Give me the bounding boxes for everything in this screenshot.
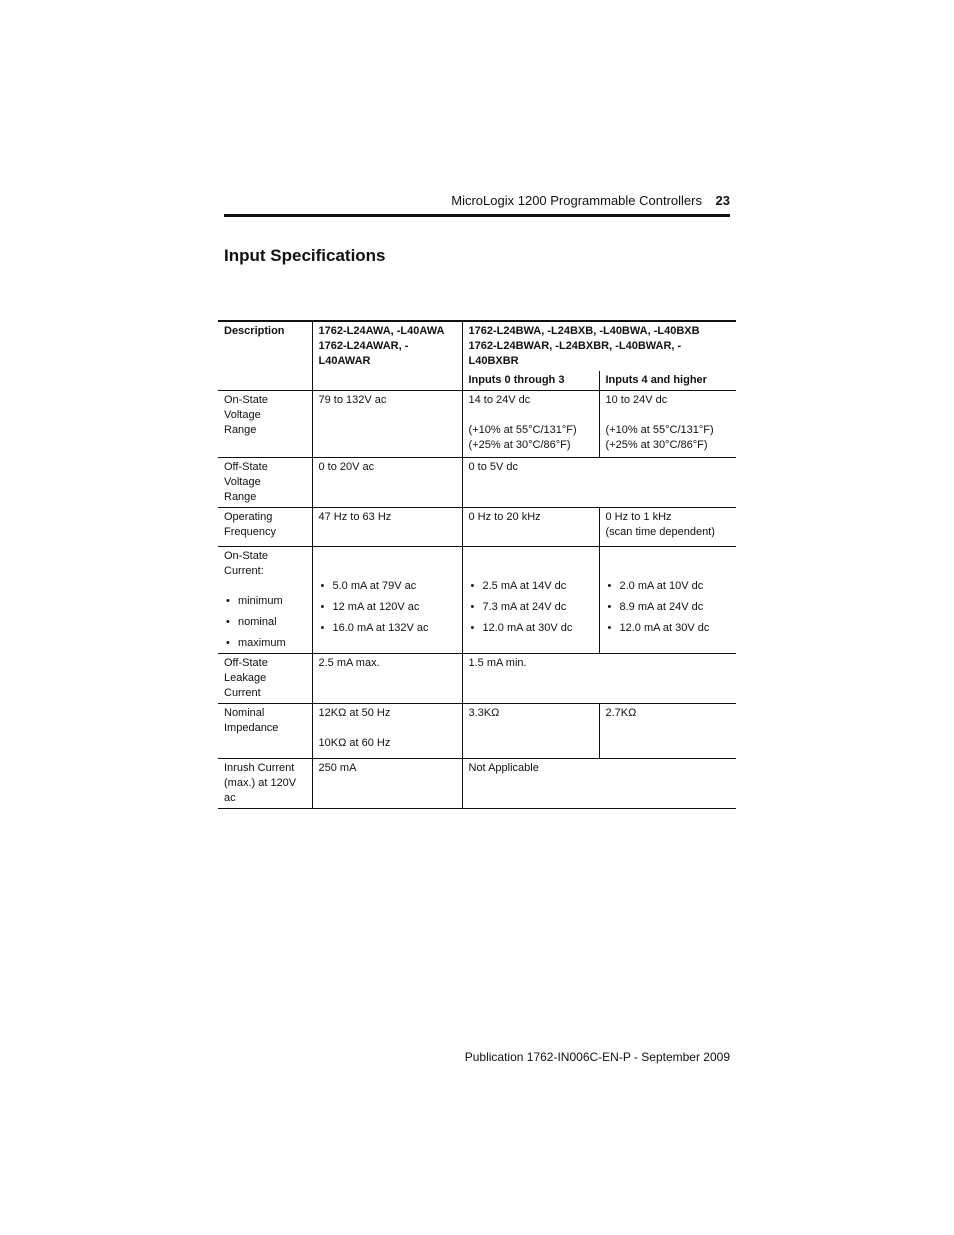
cell-on-voltage-dc-4-up: 10 to 24V dc (+10% at 55°C/131°F) (+25% at 30°C/86°F)	[599, 391, 736, 458]
table-row	[218, 654, 736, 704]
table-row	[218, 704, 736, 759]
cell-on-current-dc-0-3: • 2.5 mA at 14V dc • 7.3 mA at 24V dc • 12.0 mA at 30V dc	[462, 547, 599, 654]
header-rule	[224, 214, 730, 217]
cell-off-voltage-ac: 0 to 20V ac	[312, 458, 462, 508]
cell-frequency-ac: 47 Hz to 63 Hz	[312, 508, 462, 547]
table-header-row	[218, 321, 736, 371]
running-header: MicroLogix 1200 Programmable Controllers	[451, 193, 702, 208]
subheader-inputs-0-3: Inputs 0 through 3	[462, 371, 599, 391]
cell-leakage-ac: 2.5 mA max.	[312, 654, 462, 704]
cell-impedance-dc-4-up: 2.7KΩ	[599, 704, 736, 759]
publication-footer: Publication 1762-IN006C-EN-P - September 2009	[464, 1050, 730, 1064]
cell-inrush-dc: Not Applicable	[462, 759, 736, 809]
page-title: Input Specifications	[224, 246, 386, 265]
table-row	[218, 759, 736, 809]
table-row	[218, 391, 736, 458]
col-header-dc-models: 1762-L24BWA, -L24BXB, -L40BWA, -L40BXB 1762-L24BWAR, -L24BXBR, -L40BWAR, -L40BXBR	[462, 321, 736, 371]
cell-frequency-dc-4-up: 0 Hz to 1 kHz (scan time dependent)	[599, 508, 736, 547]
table-row	[218, 508, 736, 547]
col-header-ac-models: 1762-L24AWA, -L40AWA 1762-L24AWAR, -L40AWAR	[312, 321, 462, 391]
cell-impedance-dc-0-3: 3.3KΩ	[462, 704, 599, 759]
row-label-inrush: Inrush Current (max.) at 120V ac	[218, 759, 312, 809]
row-label-on-current: On-State Current: • minimum • nominal • maximum	[218, 547, 312, 654]
cell-off-voltage-dc: 0 to 5V dc	[462, 458, 736, 508]
cell-impedance-ac: 12KΩ at 50 Hz 10KΩ at 60 Hz	[312, 704, 462, 759]
col-header-description: Description	[218, 321, 312, 391]
cell-on-current-dc-4-up: • 2.0 mA at 10V dc • 8.9 mA at 24V dc • 12.0 mA at 30V dc	[599, 547, 736, 654]
subheader-inputs-4-up: Inputs 4 and higher	[599, 371, 736, 391]
cell-frequency-dc-0-3: 0 Hz to 20 kHz	[462, 508, 599, 547]
cell-on-voltage-ac: 79 to 132V ac	[312, 391, 462, 458]
row-label-off-voltage: Off-State Voltage Range	[218, 458, 312, 508]
table-row	[218, 547, 736, 654]
page-number: 23	[715, 193, 730, 208]
cell-on-voltage-dc-0-3: 14 to 24V dc (+10% at 55°C/131°F) (+25% at 30°C/86°F)	[462, 391, 599, 458]
row-label-impedance: Nominal Impedance	[218, 704, 312, 759]
cell-inrush-ac: 250 mA	[312, 759, 462, 809]
row-label-frequency: Operating Frequency	[218, 508, 312, 547]
cell-leakage-dc: 1.5 mA min.	[462, 654, 736, 704]
row-label-on-voltage: On-State Voltage Range	[218, 391, 312, 458]
row-label-leakage: Off-State Leakage Current	[218, 654, 312, 704]
cell-on-current-ac: • 5.0 mA at 79V ac • 12 mA at 120V ac • 16.0 mA at 132V ac	[312, 547, 462, 654]
input-specifications-table	[218, 320, 736, 809]
table-row	[218, 458, 736, 508]
